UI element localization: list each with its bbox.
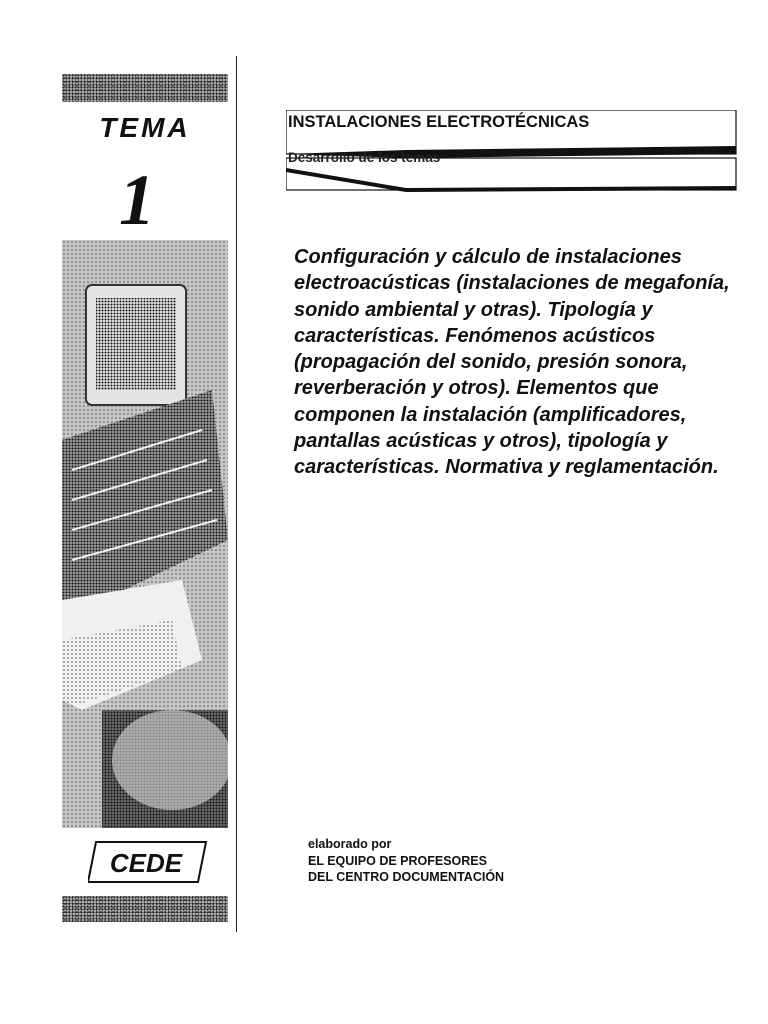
credits-line-2: EL EQUIPO DE PROFESORES	[308, 853, 487, 868]
credits-line-3: DEL CENTRO DOCUMENTACIÓN	[308, 870, 505, 884]
topic-description: Configuración y cálculo de instalaciones electroacústicas (instalaciones de megafonía, sonido ambiental y otras). Tipología y características. Fenómenos acústicos (propagación del sonido, presión sonora, reverberación y otros). Elementos que componen la instalación (amplificadores, pantallas acústicas y otros), tipología y características. Normativa y reglamentación.	[294, 246, 730, 479]
top-halftone-strip	[62, 74, 228, 102]
tema-number: 1	[119, 160, 155, 240]
photo-illustration	[62, 240, 228, 828]
credits-line-1: elaborado por	[308, 837, 392, 851]
bottom-halftone-strip	[62, 896, 228, 922]
header-subtitle: Desarrollo de los temas	[288, 150, 441, 165]
tema-label: TEMA	[99, 112, 191, 143]
credits-block	[308, 836, 504, 886]
header-title: INSTALACIONES ELECTROTÉCNICAS	[288, 113, 590, 131]
svg-text:CEDE: CEDE	[109, 848, 183, 878]
cover-photo-mixing-console	[62, 240, 228, 828]
vertical-divider	[236, 56, 237, 932]
cede-logo	[88, 838, 208, 886]
